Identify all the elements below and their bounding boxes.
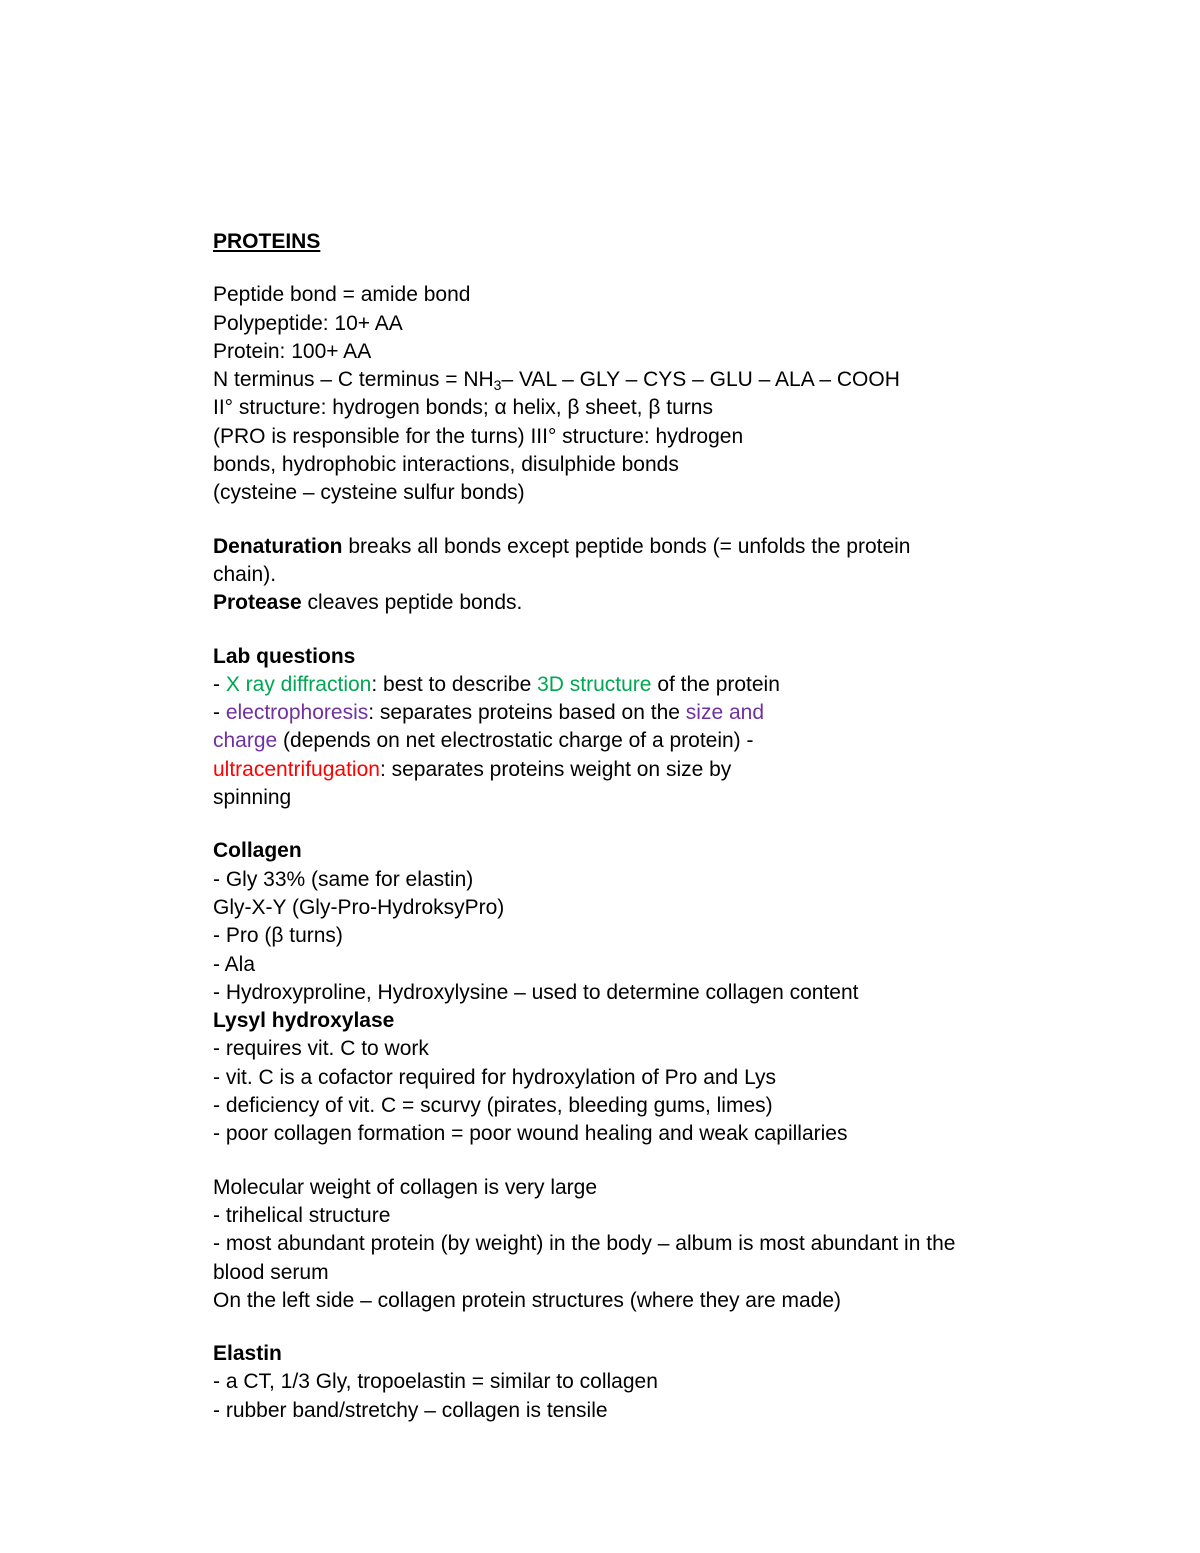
molecular-line-3: - most abundant protein (by weight) in the body – album is most abundant in the — [213, 1232, 956, 1256]
electrophoresis-text-end: (depends on net electrostatic charge of a protein) - — [277, 729, 754, 753]
ultracentrifugation-line-2: spinning — [213, 786, 292, 810]
denaturation-line — [213, 533, 1073, 561]
lysyl-item: - poor collagen formation = poor wound healing and weak capillaries — [213, 1122, 848, 1146]
collagen-item: - Hydroxyproline, Hydroxylysine – used to determine collagen content — [213, 980, 859, 1004]
denaturation-text: breaks all bonds except peptide bonds (= unfolds the protein — [342, 534, 911, 558]
lab-questions-heading: Lab questions — [213, 644, 356, 668]
document-body — [213, 228, 1073, 1425]
xray-text-end: of the protein — [651, 672, 780, 696]
bullet-dash: - — [213, 701, 226, 725]
page-title: PROTEINS — [213, 230, 321, 253]
intro-line-5: II° structure: hydrogen bonds; α helix, β sheet, β turns — [213, 396, 713, 420]
ultracentrifugation-term: ultracentrifugation — [213, 757, 380, 781]
electrophoresis-highlight: size and — [685, 701, 764, 725]
terminus-text: N terminus – C terminus = NH — [213, 368, 494, 392]
intro-line-1: Peptide bond = amide bond — [213, 283, 471, 307]
intro-line-2: Polypeptide: 10+ AA — [213, 311, 403, 335]
electrophoresis-line — [213, 699, 1073, 727]
collagen-item: - Pro (β turns) — [213, 924, 343, 948]
collagen-item: - Gly 33% (same for elastin) — [213, 867, 474, 891]
electrophoresis-line-2 — [213, 727, 1073, 755]
spacer — [213, 1315, 1073, 1340]
spacer — [213, 618, 1073, 643]
molecular-line-5: On the left side – collagen protein structures (where they are made) — [213, 1288, 841, 1312]
denaturation-term: Denaturation — [213, 534, 343, 558]
molecular-line-4: blood serum — [213, 1260, 329, 1284]
spacer — [213, 812, 1073, 837]
denaturation-line-2: chain). — [213, 562, 277, 586]
elastin-item: - a CT, 1/3 Gly, tropoelastin = similar to collagen — [213, 1370, 658, 1394]
subscript-3: 3 — [493, 377, 502, 394]
lysyl-item: - deficiency of vit. C = scurvy (pirates, bleeding gums, limes) — [213, 1094, 773, 1118]
lysyl-item: - vit. C is a cofactor required for hydroxylation of Pro and Lys — [213, 1065, 776, 1089]
collagen-heading: Collagen — [213, 839, 302, 863]
spacer — [213, 1149, 1073, 1174]
bullet-dash: - — [213, 672, 226, 696]
electrophoresis-term: electrophoresis — [225, 701, 369, 725]
molecular-line-2: - trihelical structure — [213, 1203, 391, 1227]
intro-line-3: Protein: 100+ AA — [213, 339, 372, 363]
intro-line-6: (PRO is responsible for the turns) III° structure: hydrogen — [213, 424, 744, 448]
lysyl-hydroxylase-heading: Lysyl hydroxylase — [213, 1009, 395, 1033]
ultracentrifugation-line — [213, 756, 1073, 784]
protease-text: cleaves peptide bonds. — [301, 591, 523, 615]
spacer — [213, 256, 1073, 281]
molecular-line-1: Molecular weight of collagen is very large — [213, 1175, 598, 1199]
electrophoresis-highlight-2: charge — [213, 729, 278, 753]
xray-term: X ray diffraction — [225, 672, 372, 696]
intro-line-4 — [213, 366, 1073, 394]
lysyl-item: - requires vit. C to work — [213, 1037, 429, 1061]
elastin-heading: Elastin — [213, 1342, 282, 1366]
spacer — [213, 508, 1073, 533]
xray-line — [213, 671, 1073, 699]
elastin-item: - rubber band/stretchy – collagen is tensile — [213, 1398, 608, 1422]
intro-line-8: (cysteine – cysteine sulfur bonds) — [213, 481, 525, 505]
electrophoresis-text: : separates proteins based on the — [368, 701, 686, 725]
xray-text: : best to describe — [371, 672, 538, 696]
xray-highlight: 3D structure — [537, 672, 652, 696]
collagen-item: - Ala — [213, 952, 256, 976]
sequence-text: – VAL – GLY – CYS – GLU – ALA – COOH — [501, 368, 900, 392]
protease-line — [213, 589, 1073, 617]
intro-line-7: bonds, hydrophobic interactions, disulphide bonds — [213, 453, 679, 477]
collagen-item: Gly-X-Y (Gly-Pro-HydroksyPro) — [213, 895, 505, 919]
protease-term: Protease — [213, 591, 302, 615]
ultracentrifugation-text: : separates proteins weight on size by — [379, 757, 732, 781]
